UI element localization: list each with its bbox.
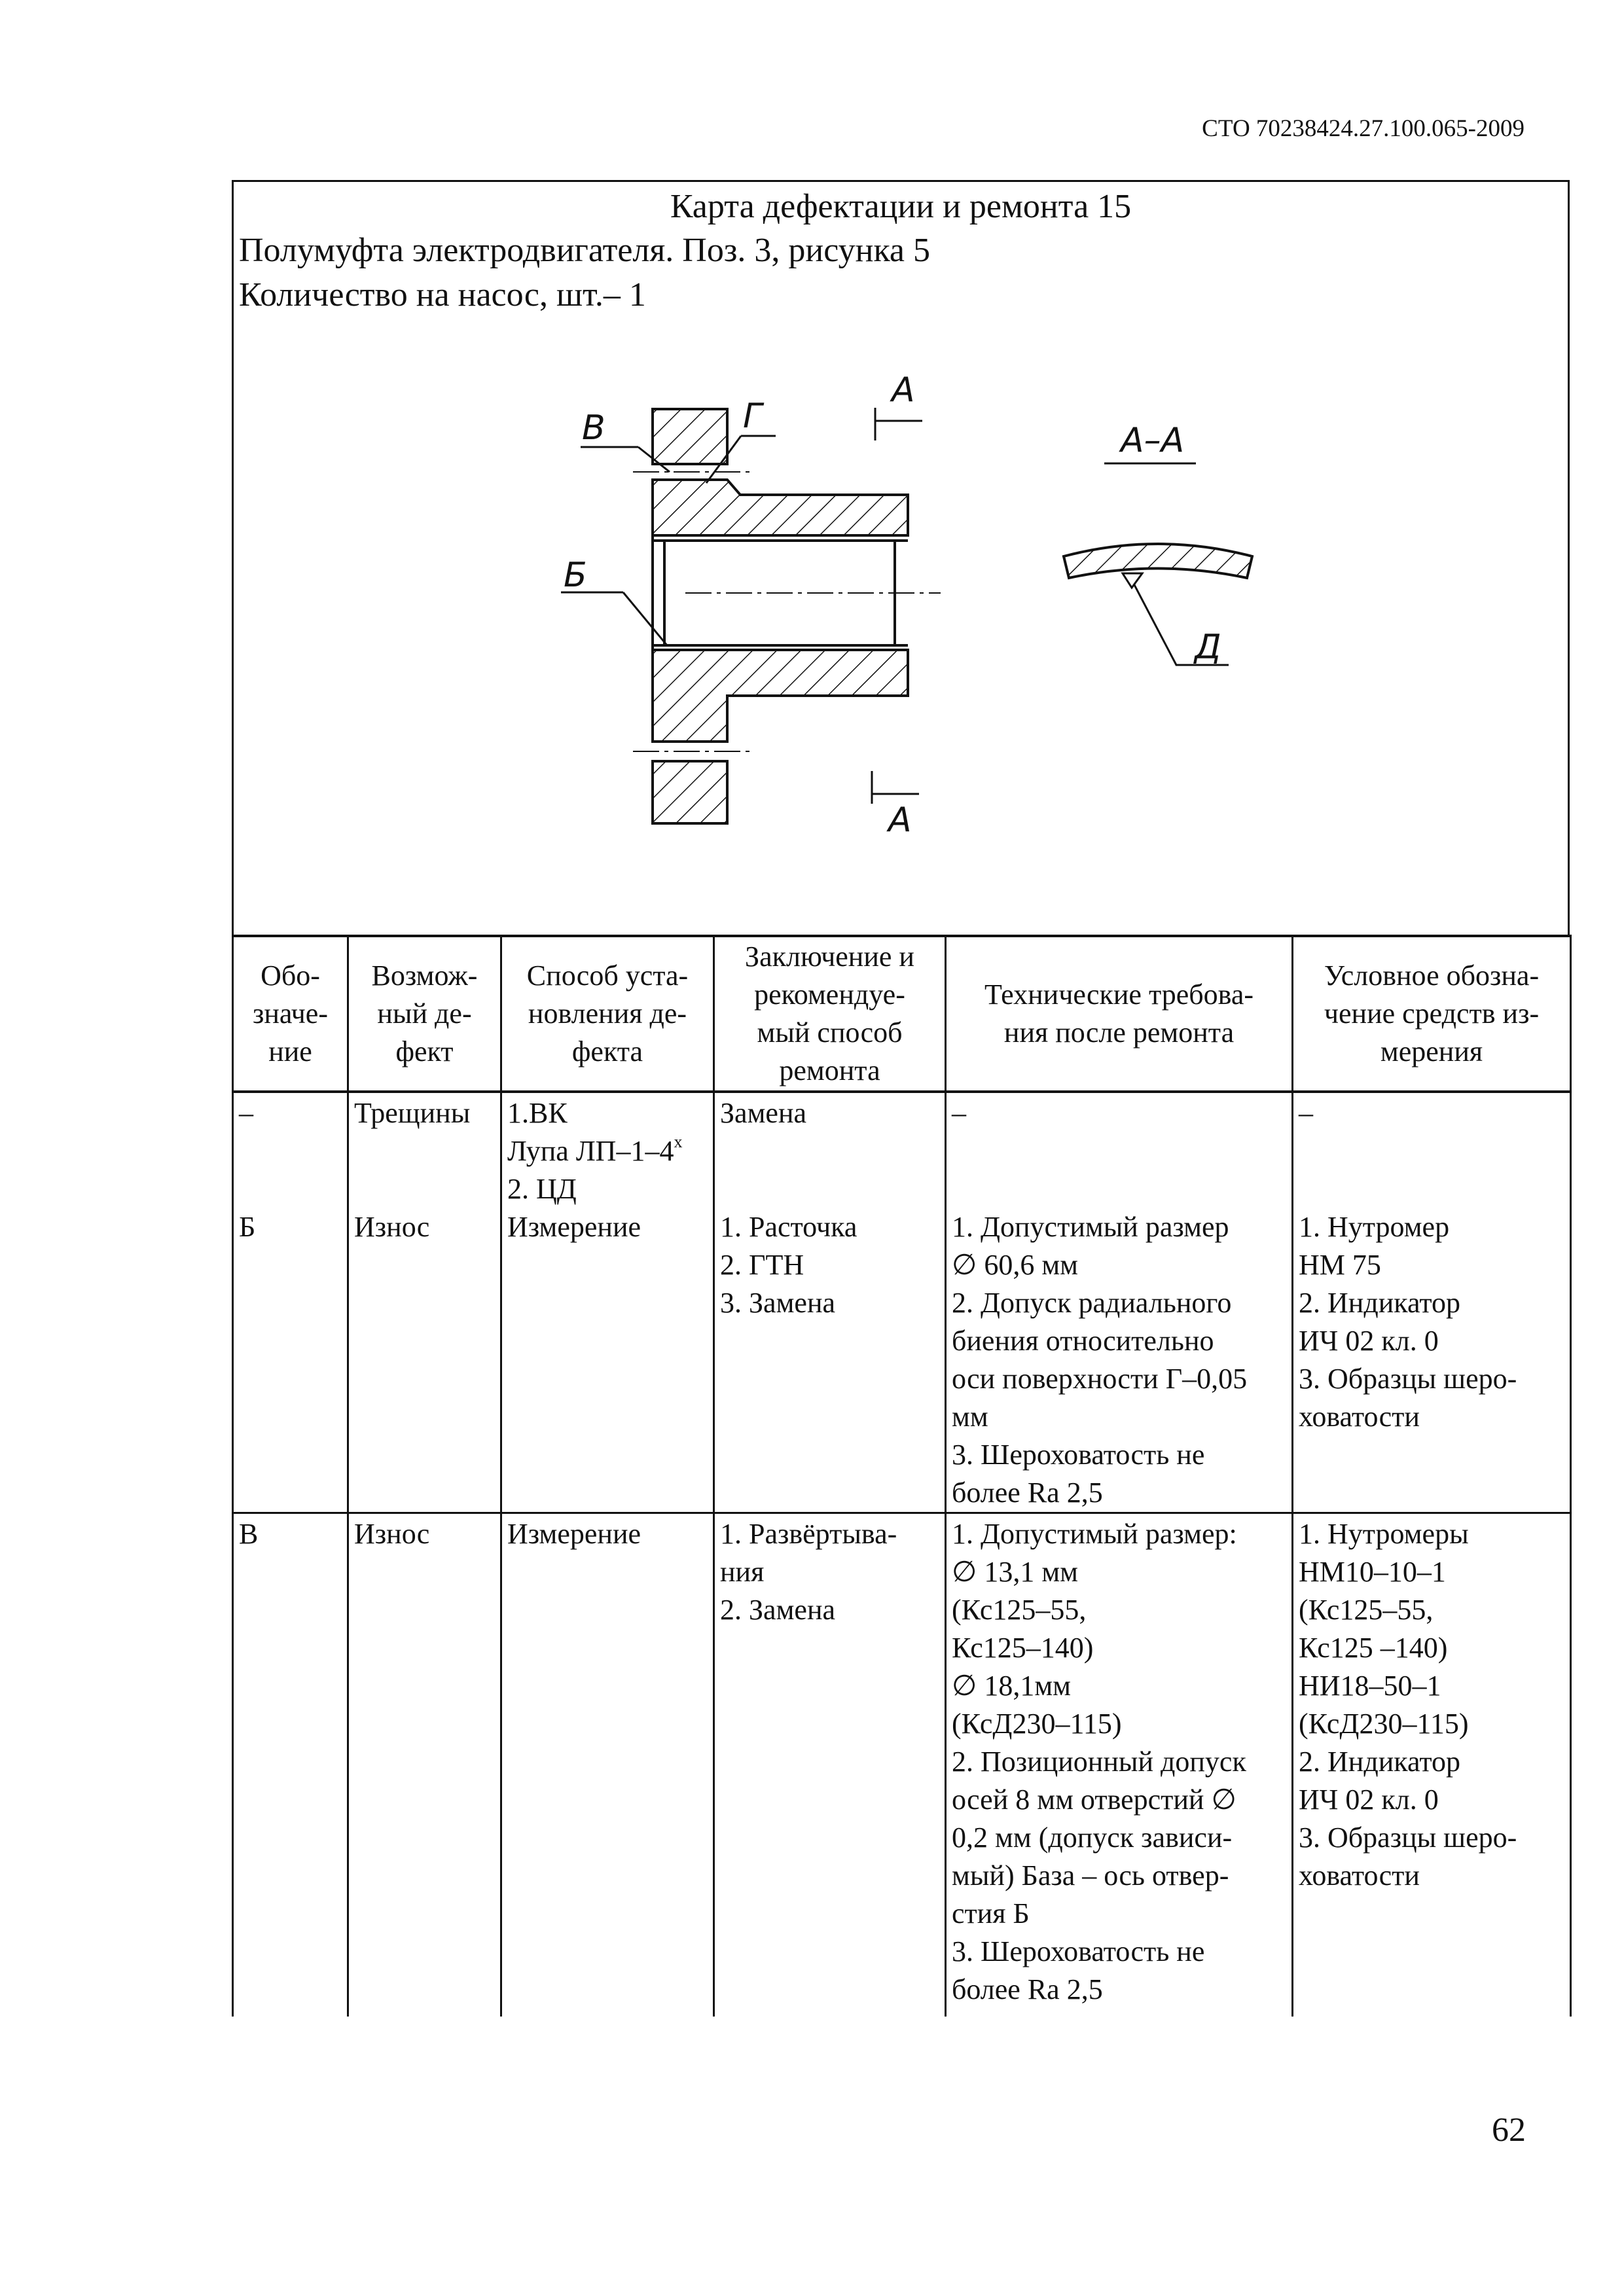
repair-card-frame <box>232 180 1570 936</box>
cell-requirements: 1. Допустимый размер: ∅ 13,1 мм (Кс125–55, Кс125–140) ∅ 18,1мм (КсД230–115) 2. Позиционный допуск осей 8 мм отверстий ∅ 0,2 мм (допуск зависи- мый) База – ось отвер- стия Б 3. Шероховатость не более Ra 2,5 <box>946 1513 1293 2017</box>
label-b: Б <box>564 556 587 595</box>
label-g: Г <box>743 397 762 436</box>
cell-defect: Износ <box>348 1208 501 1513</box>
coupling-half-section <box>653 409 908 823</box>
cell-conclusion: Замена <box>714 1092 946 1208</box>
page-number: 62 <box>1492 2111 1526 2149</box>
document-code: СТО 70238424.27.100.065-2009 <box>1202 115 1525 142</box>
cell-designation: – <box>233 1092 348 1208</box>
label-v: В <box>582 408 605 448</box>
cell-method: Измерение <box>501 1513 714 2017</box>
header-conclusion: Заключение и рекомендуе- мый способ ремонта <box>714 936 946 1092</box>
card-title: Карта дефектации и ремонта 15 <box>670 188 1132 225</box>
table-row <box>233 1513 1571 2017</box>
cell-defect: Трещины <box>348 1092 501 1208</box>
cell-requirements: 1. Допустимый размер ∅ 60,6 мм 2. Допуск радиального биения относительно оси поверхности Г–0,05 мм 3. Шероховатость не более Ra 2,5 <box>946 1208 1293 1513</box>
cell-instruments: 1. Нутромер НМ 75 2. Индикатор ИЧ 02 кл. 0 3. Образцы шеро- ховатости <box>1293 1208 1571 1513</box>
table-row <box>233 1208 1571 1513</box>
cell-designation: В <box>233 1513 348 2017</box>
part-quantity: Количество на насос, шт.– 1 <box>239 276 646 314</box>
header-designation: Обо- значе- ние <box>233 936 348 1092</box>
defect-table <box>232 935 1572 2017</box>
cell-conclusion: 1. Развёртыва- ния 2. Замена <box>714 1513 946 2017</box>
superscript-x: х <box>674 1132 683 1151</box>
part-name: Полумуфта электродвигателя. Поз. 3, рисунка 5 <box>239 232 930 269</box>
header-instruments: Условное обозна- чение средств из- мерения <box>1293 936 1571 1092</box>
cell-designation: Б <box>233 1208 348 1513</box>
label-a-top: А <box>892 370 915 410</box>
cell-instruments: – <box>1293 1092 1571 1208</box>
table-row <box>233 1092 1571 1208</box>
label-section-a-a: А–А <box>1121 421 1185 460</box>
cell-defect: Износ <box>348 1513 501 2017</box>
technical-drawing <box>234 182 1572 938</box>
cell-instruments: 1. Нутромеры НМ10–10–1 (Кс125–55, Кс125 –140) НИ18–50–1 (КсД230–115) 2. Индикатор ИЧ 02 кл. 0 3. Образцы шеро- ховатости <box>1293 1513 1571 2017</box>
label-a-bottom: А <box>888 800 912 840</box>
cell-conclusion: 1. Расточка 2. ГТН 3. Замена <box>714 1208 946 1513</box>
table-header-row <box>233 936 1571 1092</box>
cell-method: 1.ВК Лупа $ЛП-1-4^х$ 2. ЦД <box>501 1092 714 1208</box>
header-defect: Возмож- ный де- фект <box>348 936 501 1092</box>
cell-method: Измерение <box>501 1208 714 1513</box>
section-a-a-view <box>1064 544 1252 578</box>
cell-requirements: – <box>946 1092 1293 1208</box>
header-requirements: Технические требова- ния после ремонта <box>946 936 1293 1092</box>
header-method: Способ уста- новления де- фекта <box>501 936 714 1092</box>
label-d: Д <box>1195 628 1221 667</box>
